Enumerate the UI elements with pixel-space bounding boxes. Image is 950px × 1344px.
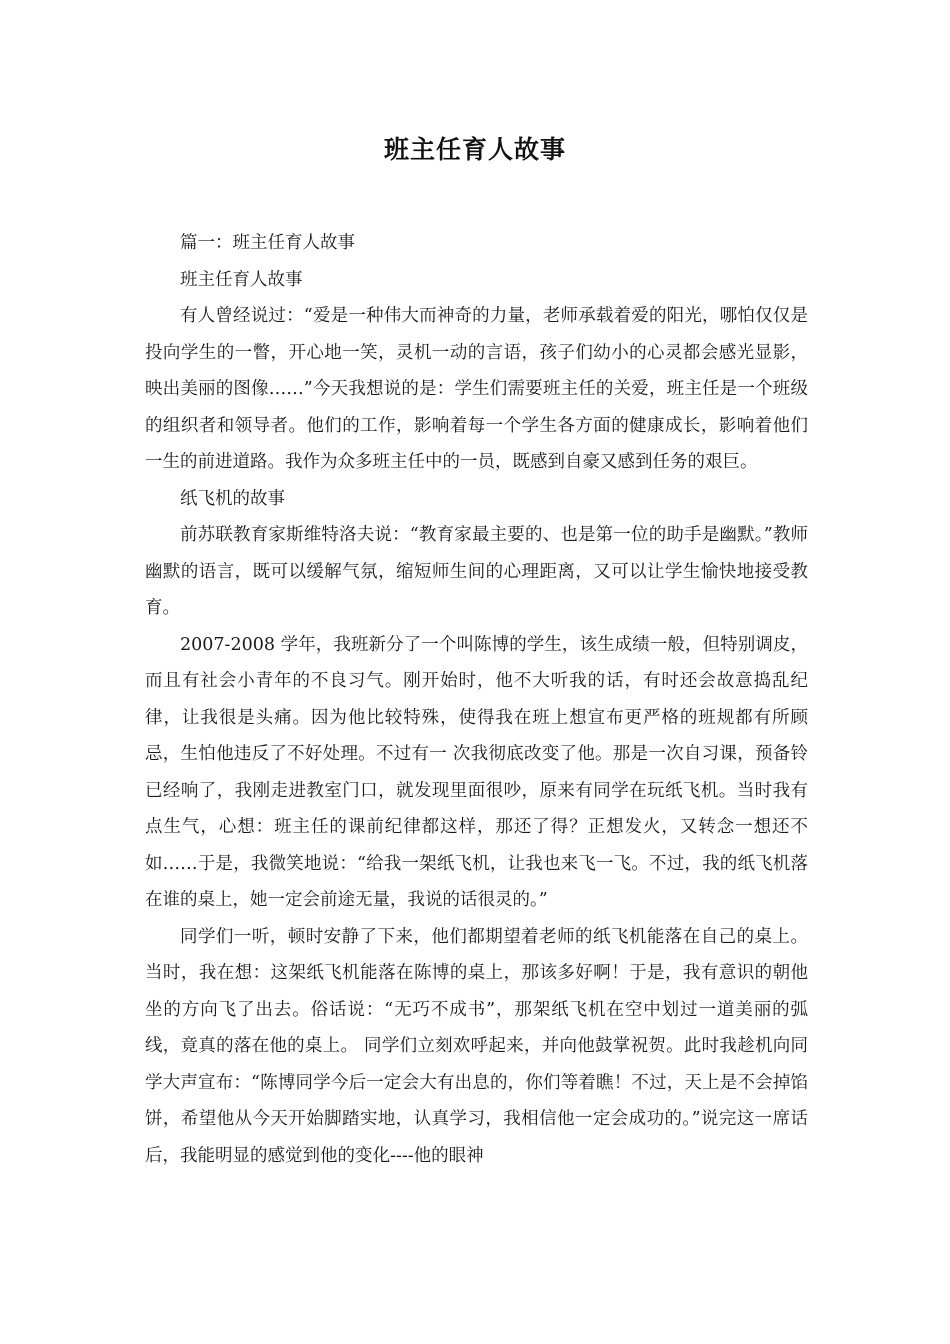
section-heading: 篇一：班主任育人故事 <box>180 233 355 253</box>
paragraph: 有人曾经说过：“爱是一种伟大而神奇的力量，老师承载着爱的阳光，哪怕仅仅是投向学生的一瞥，开心地一笑，灵机一动的言语，孩子们幼小的心灵都会感光显影，映出美丽的图像……”今天我想说的是：学生们需要班主任的关爱，班主任是一个班级的组织者和领导者。他们的工作，影响着每一个学生各方面的健康成长，影响着他们一生的前进道路。我作为众多班主任中的一员，既感到自豪又感到任务的艰巨。 <box>145 306 808 472</box>
document-title: 班主任育人故事 <box>383 135 566 164</box>
story-subheading: 纸飞机的故事 <box>180 488 285 509</box>
paragraph: 前苏联教育家斯维特洛夫说：“教育家最主要的、也是第一位的助手是幽默。”教师幽默的语言，既可以缓解气氛，缩短师生间的心理距离，又可以让学生愉快地接受教育。 <box>145 525 808 618</box>
story-heading: 班主任育人故事 <box>180 269 303 290</box>
paragraph: 2007-2008 学年，我班新分了一个叫陈博的学生，该生成绩一般，但特别调皮，而且有社会小青年的不良习气。刚开始时，他不大听我的话，有时还会故意捣乱纪律，让我很是头痛。因为他比较特殊，使得我在班上想宣布更严格的班规都有所顾忌，生怕他违反了不好处理。不过有一 次我彻底改变了他。那是一次自习课，预备铃已经响了，我刚走进教室门口，就发现里面很吵，原来有同学在玩纸飞机。当时我有点生气，心想：班主任的课前纪律都这样，那还了得？正想发火，又转念一想还不如……于是，我微笑地说：“给我一架纸飞机，让我也来飞一飞。不过，我的纸飞机落在谁的桌上，她一定会前途无量，我说的话很灵的。” <box>145 634 808 910</box>
paragraph: 同学们一听，顿时安静了下来，他们都期望着老师的纸飞机能落在自己的桌上。当时，我在想：这架纸飞机能落在陈博的桌上，那该多好啊！于是，我有意识的朝他坐的方向飞了出去。俗话说：“无巧不成书”，那架纸飞机在空中划过一道美丽的弧线，竟真的落在他的桌上。 同学们立刻欢呼起来，并向他鼓掌祝贺。此时我趁机向同学大声宣布：“陈博同学今后一定会大有出息的，你们等着瞧！不过，天上是不会掉馅饼，希望他从今天开始脚踏实地，认真学习，我相信他一定会成功的。”说完这一席话后，我能明显的感觉到他的变化----他的眼神 <box>145 926 808 1166</box>
document-body <box>145 225 808 1174</box>
